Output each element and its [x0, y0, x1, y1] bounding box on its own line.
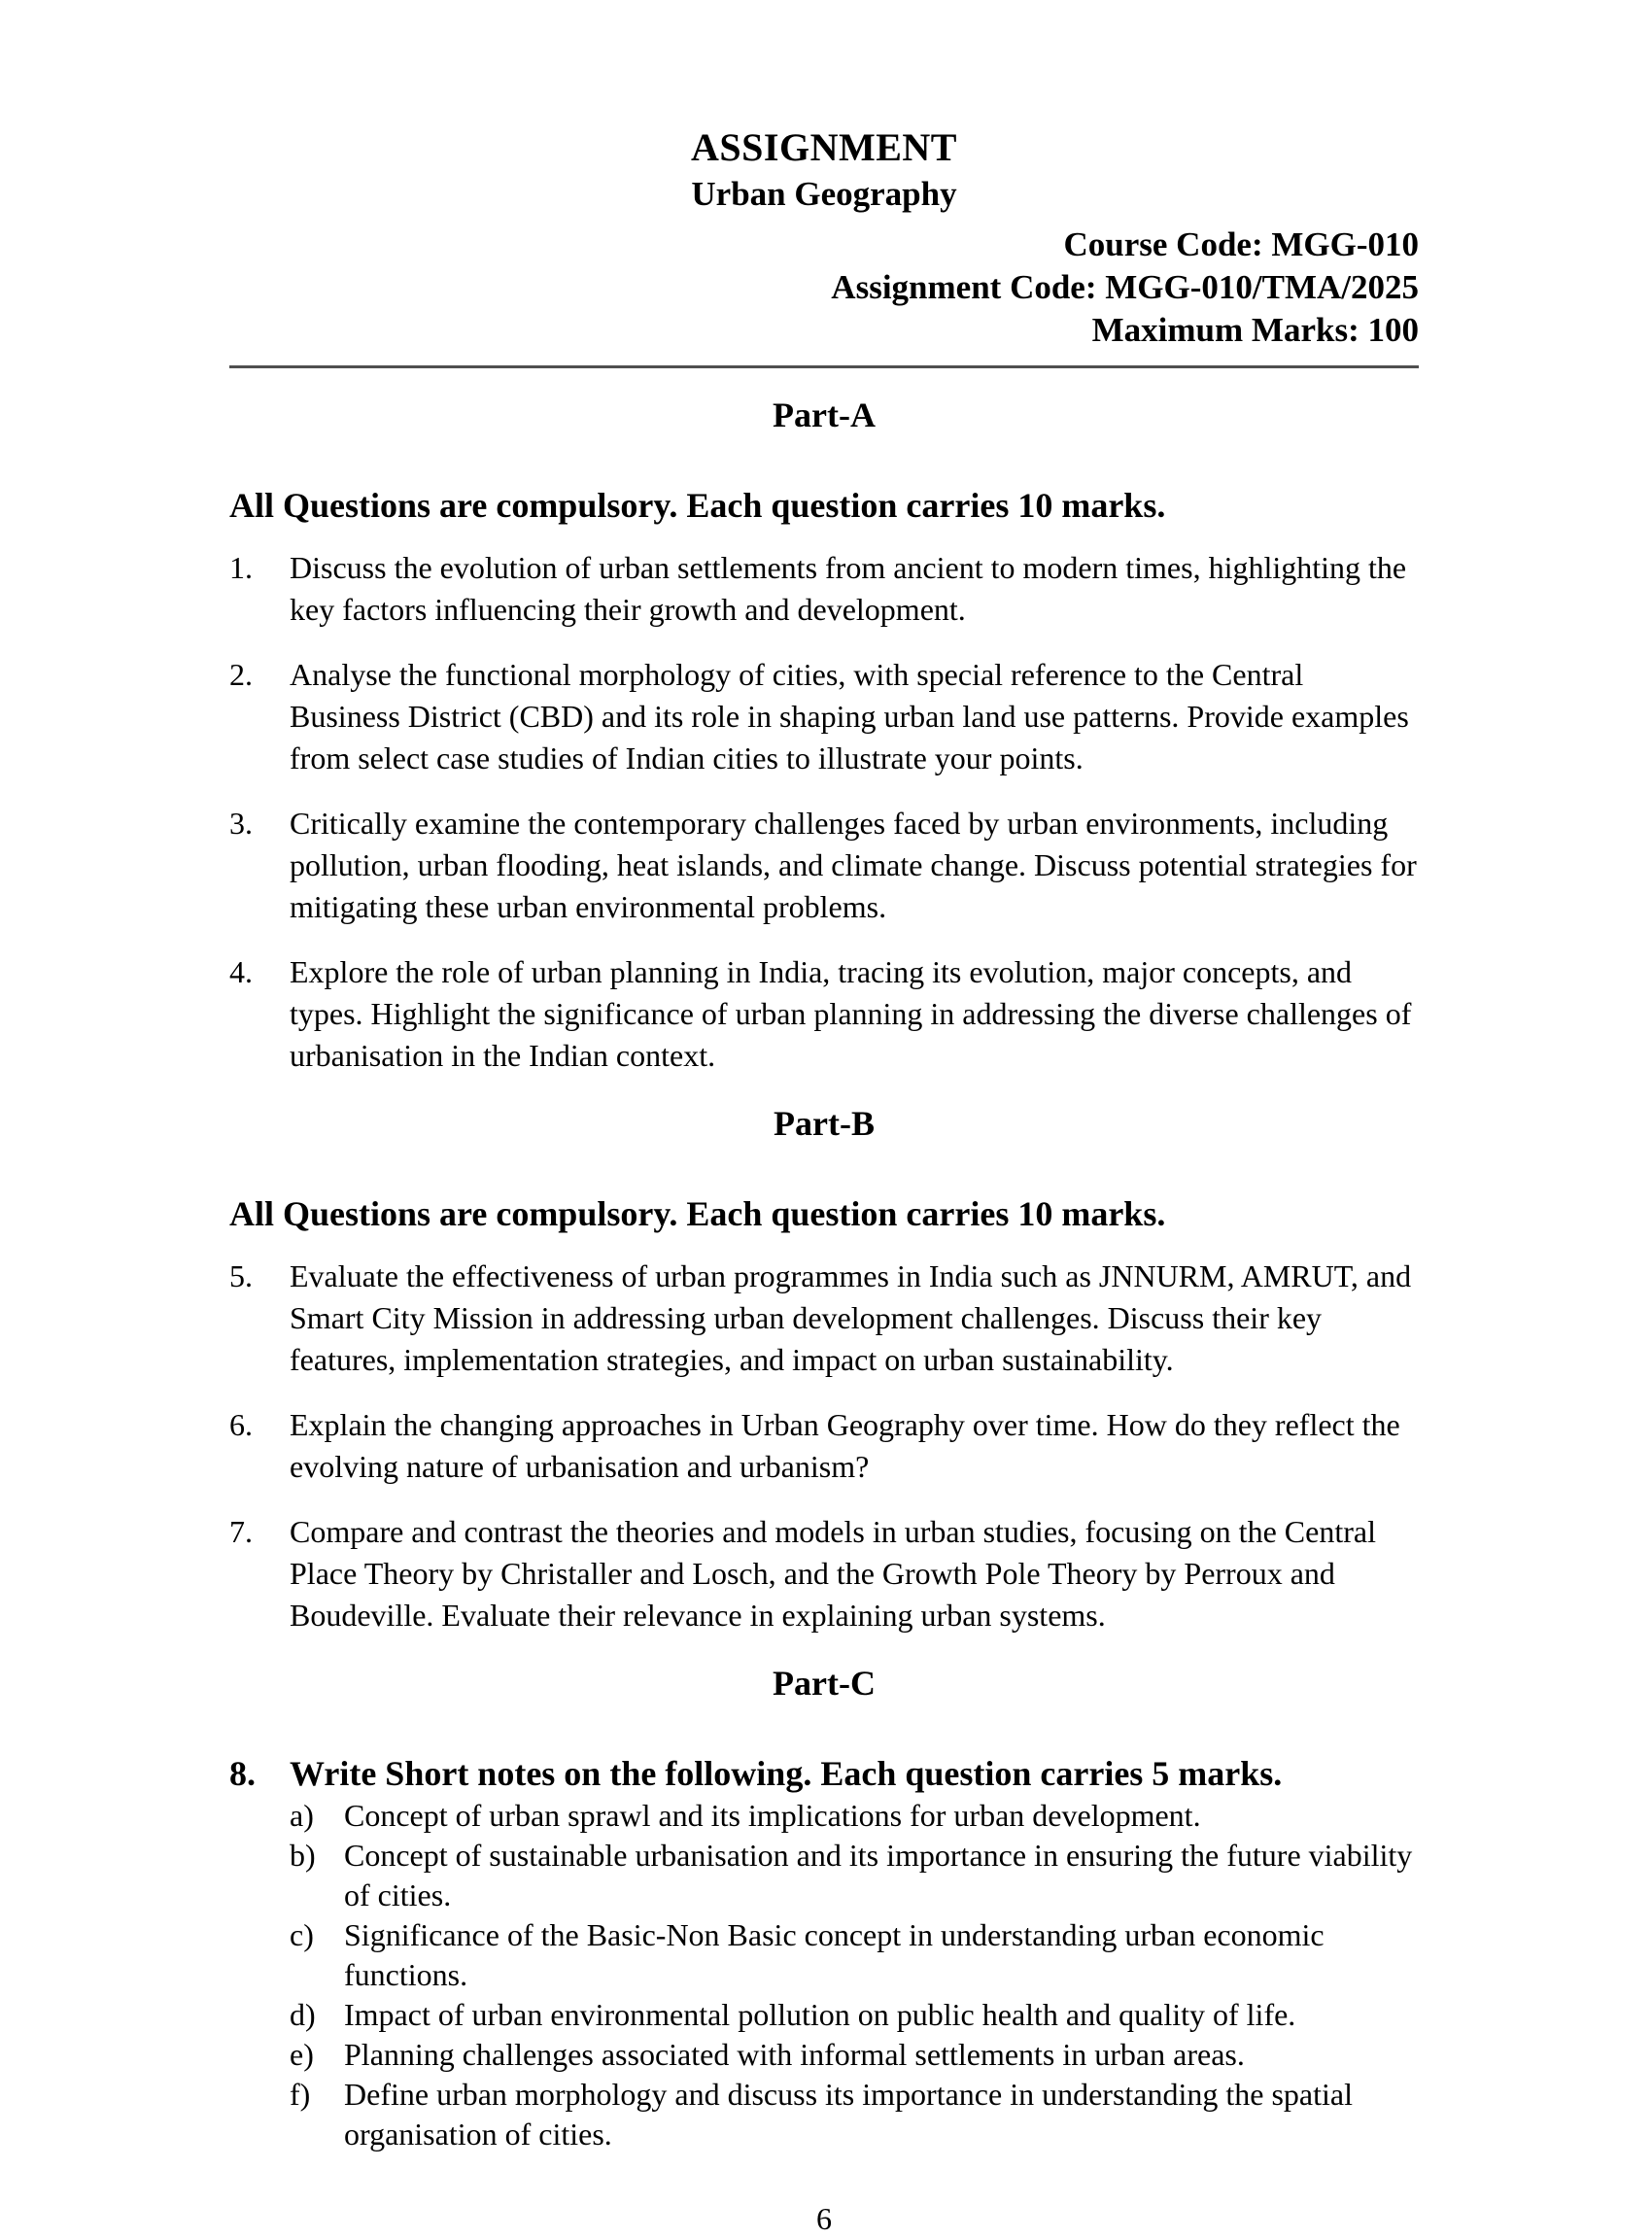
question-item-5	[229, 1256, 1419, 1381]
subquestion-label: b)	[290, 1838, 316, 1873]
question-item-3	[229, 803, 1419, 928]
subquestion-item-e	[290, 2035, 1419, 2075]
subquestion-text: Concept of urban sprawl and its implications for urban development.	[344, 1798, 1201, 1833]
part-b-instruction: All Questions are compulsory. Each question carries 10 marks.	[229, 1194, 1166, 1233]
question-text: Explore the role of urban planning in India, tracing its evolution, major concepts, and types. Highlight the significance of urban planning in addressing the diverse challenges of urbanisation in the Indian context.	[290, 954, 1412, 1073]
part-a-heading: Part-A	[773, 396, 876, 434]
question-number: 2.	[229, 657, 253, 692]
subquestion-text: Significance of the Basic-Non Basic concept in understanding urban economic functions.	[344, 1917, 1325, 1992]
question-text: Discuss the evolution of urban settlements from ancient to modern times, highlighting the key factors influencing their growth and development.	[290, 550, 1407, 627]
subquestion-item-f	[290, 2075, 1419, 2154]
page-number: 6	[816, 2201, 832, 2236]
part-c-heading: Part-C	[773, 1664, 876, 1703]
question-number: 7.	[229, 1514, 253, 1549]
question-8-intro: Write Short notes on the following. Each question carries 5 marks.	[290, 1754, 1283, 1793]
question-number: 6.	[229, 1407, 253, 1442]
maximum-marks-line: Maximum Marks: 100	[1091, 311, 1419, 349]
question-number: 1.	[229, 550, 253, 585]
subquestion-item-d	[290, 1995, 1419, 2035]
document-title: ASSIGNMENT	[691, 125, 957, 169]
question-item-2	[229, 654, 1419, 779]
subquestion-label: c)	[290, 1917, 314, 1952]
part-b-heading: Part-B	[774, 1104, 875, 1143]
question-text: Evaluate the effectiveness of urban programmes in India such as JNNURM, AMRUT, and Smart City Mission in addressing urban development challenges. Discuss their key features, implementation strategies, and impact on urban sustainability.	[290, 1258, 1412, 1377]
question-item-8	[229, 1751, 1419, 2154]
course-code-line: Course Code: MGG-010	[1063, 225, 1419, 263]
subquestion-label: f)	[290, 2077, 311, 2112]
header-meta-block	[229, 224, 1419, 352]
question-text: Critically examine the contemporary challenges faced by urban environments, including pollution, urban flooding, heat islands, and climate change. Discuss potential strategies for mitigating these urban environmental problems.	[290, 806, 1417, 924]
subquestion-text: Impact of urban environmental pollution on public health and quality of life.	[344, 1997, 1296, 2032]
question-item-4	[229, 951, 1419, 1077]
question-item-7	[229, 1511, 1419, 1636]
document-subtitle: Urban Geography	[691, 175, 957, 213]
subquestion-label: e)	[290, 2037, 314, 2072]
question-text: Compare and contrast the theories and models in urban studies, focusing on the Central Place Theory by Christaller and Losch, and the Growth Pole Theory by Perroux and Boudeville. Evaluate their relevance in explaining urban systems.	[290, 1514, 1376, 1633]
question-text: Explain the changing approaches in Urban Geography over time. How do they reflect the evolving nature of urbanisation and urbanism?	[290, 1407, 1400, 1484]
subquestion-label: d)	[290, 1997, 316, 2032]
question-number: 5.	[229, 1258, 253, 1293]
subquestion-label: a)	[290, 1798, 314, 1833]
subquestion-item-b	[290, 1836, 1419, 1915]
assignment-code-line: Assignment Code: MGG-010/TMA/2025	[831, 268, 1419, 306]
question-text	[290, 1751, 1419, 2154]
question-item-6	[229, 1404, 1419, 1488]
subquestion-item-a	[290, 1796, 1419, 1836]
question-number: 8.	[229, 1754, 256, 1793]
subquestion-text: Concept of sustainable urbanisation and its importance in ensuring the future viability of cities.	[344, 1838, 1413, 1912]
question-item-1	[229, 547, 1419, 631]
subquestion-text: Define urban morphology and discuss its importance in understanding the spatial organisation of cities.	[344, 2077, 1353, 2152]
part-a-instruction: All Questions are compulsory. Each question carries 10 marks.	[229, 486, 1166, 525]
question-number: 3.	[229, 806, 253, 841]
subquestion-text: Planning challenges associated with informal settlements in urban areas.	[344, 2037, 1245, 2072]
question-text: Analyse the functional morphology of cities, with special reference to the Central Business District (CBD) and its role in shaping urban land use patterns. Provide examples from select case studies of Indian cities to illustrate your points.	[290, 657, 1409, 775]
short-notes-list	[290, 1796, 1419, 2154]
question-number: 4.	[229, 954, 253, 989]
header-divider	[229, 365, 1419, 368]
subquestion-item-c	[290, 1915, 1419, 1995]
